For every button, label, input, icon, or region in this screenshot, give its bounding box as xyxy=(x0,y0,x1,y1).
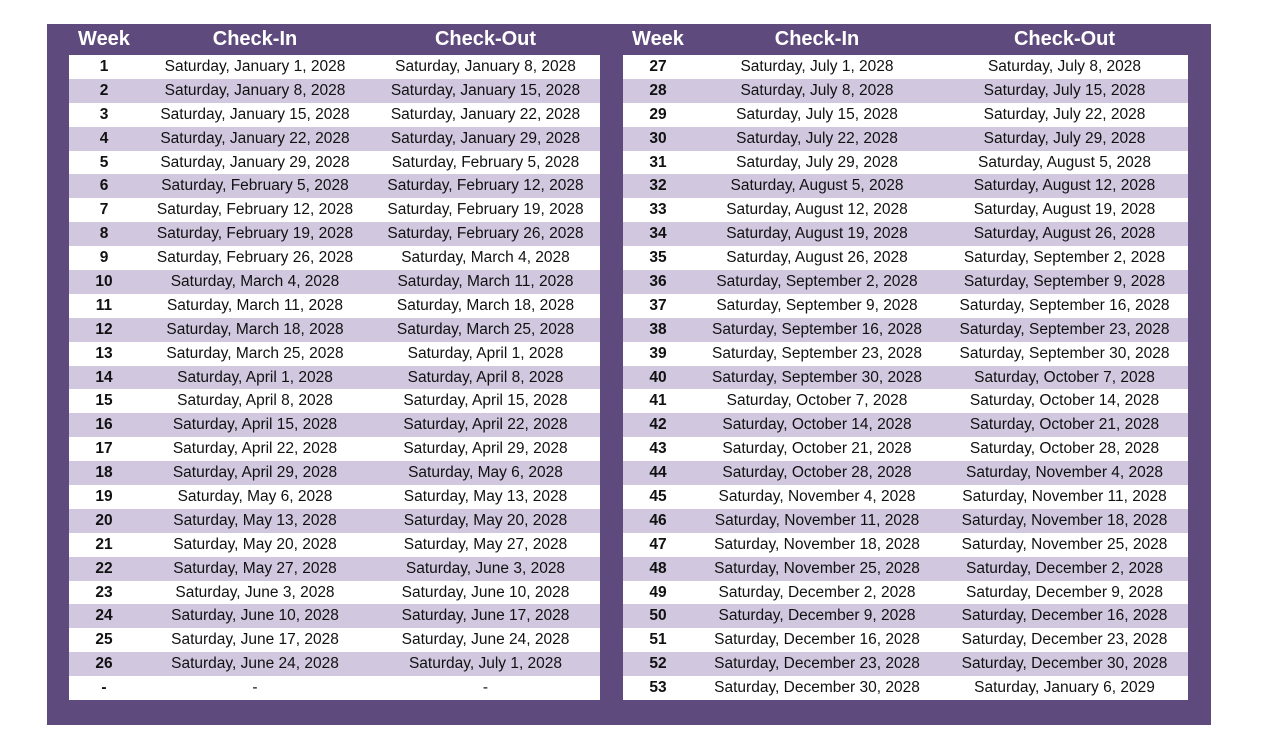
check-out-cell: Saturday, February 26, 2028 xyxy=(387,225,584,243)
week-cell: 47 xyxy=(649,535,667,553)
table-row xyxy=(623,437,1188,461)
table-row xyxy=(623,413,1188,437)
check-in-cell: Saturday, July 15, 2028 xyxy=(736,105,898,123)
check-in-cell: Saturday, September 2, 2028 xyxy=(716,272,918,290)
header-week: Week xyxy=(632,28,684,50)
week-cell: 31 xyxy=(649,153,667,171)
check-out-cell: Saturday, December 30, 2028 xyxy=(961,655,1168,673)
check-out-cell: - xyxy=(482,679,489,697)
check-in-cell: Saturday, March 25, 2028 xyxy=(166,344,344,362)
check-out-cell: Saturday, April 8, 2028 xyxy=(407,368,564,386)
week-cell: 43 xyxy=(649,440,667,458)
table-row xyxy=(69,198,600,222)
check-in-cell: Saturday, February 5, 2028 xyxy=(161,177,349,195)
check-in-cell: Saturday, March 11, 2028 xyxy=(166,296,344,314)
check-in-cell: Saturday, February 26, 2028 xyxy=(156,249,354,267)
week-cell: 4 xyxy=(99,129,109,147)
check-in-cell: Saturday, January 29, 2028 xyxy=(160,153,350,171)
week-cell: 14 xyxy=(95,368,113,386)
check-in-cell: Saturday, August 26, 2028 xyxy=(726,249,908,267)
week-cell: 38 xyxy=(649,320,667,338)
table-row xyxy=(69,127,600,151)
check-out-cell: Saturday, July 22, 2028 xyxy=(983,105,1146,123)
table-row xyxy=(69,509,600,533)
check-in-cell: Saturday, July 22, 2028 xyxy=(736,129,898,147)
check-in-cell: Saturday, April 29, 2028 xyxy=(172,464,338,482)
table-row xyxy=(69,79,600,103)
check-out-cell: Saturday, October 7, 2028 xyxy=(974,368,1155,386)
check-out-cell: Saturday, September 2, 2028 xyxy=(963,249,1166,267)
check-out-cell: Saturday, August 19, 2028 xyxy=(973,201,1156,219)
check-out-cell: Saturday, March 25, 2028 xyxy=(396,320,575,338)
table-row xyxy=(623,222,1188,246)
table-row xyxy=(69,294,600,318)
table-row xyxy=(69,318,600,342)
table-row xyxy=(623,509,1188,533)
table-row xyxy=(623,127,1188,151)
check-out-cell: Saturday, December 16, 2028 xyxy=(961,607,1168,625)
check-out-cell: Saturday, September 30, 2028 xyxy=(959,344,1170,362)
check-out-cell: Saturday, April 15, 2028 xyxy=(403,392,568,410)
header-week: Week xyxy=(78,28,130,50)
check-out-cell: Saturday, February 5, 2028 xyxy=(391,153,580,171)
check-in-cell: Saturday, December 16, 2028 xyxy=(714,631,920,649)
check-out-cell: Saturday, July 1, 2028 xyxy=(408,655,563,673)
check-out-cell: Saturday, June 17, 2028 xyxy=(401,607,570,625)
week-cell: 26 xyxy=(95,655,113,673)
table-row xyxy=(69,533,600,557)
check-out-cell: Saturday, January 6, 2029 xyxy=(974,679,1155,697)
week-cell: 21 xyxy=(95,535,113,553)
table-row xyxy=(69,676,600,700)
check-in-cell: Saturday, September 16, 2028 xyxy=(712,320,922,338)
check-out-cell: Saturday, June 24, 2028 xyxy=(401,631,570,649)
check-out-cell: Saturday, March 4, 2028 xyxy=(401,249,570,267)
check-out-cell: Saturday, November 4, 2028 xyxy=(965,464,1164,482)
week-cell: 11 xyxy=(95,296,113,314)
table-row xyxy=(623,103,1188,127)
check-in-cell: Saturday, April 8, 2028 xyxy=(177,392,333,410)
table-row xyxy=(69,628,600,652)
check-in-cell: Saturday, December 9, 2028 xyxy=(718,607,916,625)
check-out-cell: Saturday, September 16, 2028 xyxy=(959,296,1170,314)
week-cell: 9 xyxy=(99,249,109,267)
check-in-cell: - xyxy=(252,679,258,697)
week-cell: 19 xyxy=(95,487,113,505)
week-cell: 44 xyxy=(649,464,667,482)
table-row xyxy=(69,270,600,294)
week-cell: 18 xyxy=(95,464,113,482)
check-in-cell: Saturday, July 29, 2028 xyxy=(736,153,898,171)
check-in-cell: Saturday, October 28, 2028 xyxy=(722,464,912,482)
check-in-cell: Saturday, May 27, 2028 xyxy=(173,559,337,577)
check-out-cell: Saturday, March 11, 2028 xyxy=(397,272,574,290)
table-row xyxy=(69,437,600,461)
week-cell: 50 xyxy=(649,607,667,625)
table-row xyxy=(69,366,600,390)
check-out-cell: Saturday, November 18, 2028 xyxy=(961,511,1168,529)
check-out-cell: Saturday, May 27, 2028 xyxy=(403,535,568,553)
week-cell: 34 xyxy=(649,225,667,243)
table-row xyxy=(623,604,1188,628)
check-in-cell: Saturday, October 14, 2028 xyxy=(722,416,912,434)
weeks-table-first-half xyxy=(69,28,600,700)
table-row xyxy=(623,461,1188,485)
week-cell: 53 xyxy=(649,679,667,697)
week-cell: 12 xyxy=(95,320,113,338)
header-check-in: Check-In xyxy=(212,28,298,50)
weeks-table-second-half xyxy=(623,28,1188,700)
check-in-cell: Saturday, September 9, 2028 xyxy=(716,296,918,314)
check-out-cell: Saturday, November 25, 2028 xyxy=(961,535,1168,553)
table-row xyxy=(623,342,1188,366)
check-out-cell: Saturday, May 6, 2028 xyxy=(408,464,563,482)
table-row xyxy=(623,198,1188,222)
week-cell: 5 xyxy=(99,153,109,171)
header-check-out: Check-Out xyxy=(1013,28,1116,50)
check-out-cell: Saturday, December 23, 2028 xyxy=(961,631,1168,649)
check-in-cell: Saturday, October 7, 2028 xyxy=(726,392,908,410)
check-in-cell: Saturday, April 1, 2028 xyxy=(177,368,333,386)
check-out-cell: Saturday, August 12, 2028 xyxy=(973,177,1156,195)
week-cell: 16 xyxy=(95,416,113,434)
table-row xyxy=(623,55,1188,79)
table-row xyxy=(623,533,1188,557)
check-in-cell: Saturday, September 23, 2028 xyxy=(712,344,922,362)
table-row xyxy=(69,342,600,366)
header-check-in: Check-In xyxy=(774,28,860,50)
table-row xyxy=(69,103,600,127)
check-out-cell: Saturday, October 21, 2028 xyxy=(969,416,1160,434)
table-row xyxy=(69,652,600,676)
table-row xyxy=(623,557,1188,581)
table-row xyxy=(69,55,600,79)
week-cell: 22 xyxy=(95,559,113,577)
table-row xyxy=(623,652,1188,676)
week-cell: 25 xyxy=(95,631,113,649)
check-in-cell: Saturday, May 20, 2028 xyxy=(173,535,337,553)
week-cell: 2 xyxy=(99,81,109,99)
table-row xyxy=(623,294,1188,318)
calendar-frame xyxy=(47,24,1211,725)
week-cell: 35 xyxy=(649,249,667,267)
week-cell: 46 xyxy=(649,511,667,529)
week-cell: 33 xyxy=(649,201,667,219)
week-cell: 29 xyxy=(649,105,667,123)
check-in-cell: Saturday, September 30, 2028 xyxy=(712,368,922,386)
week-cell: 23 xyxy=(95,583,113,601)
check-out-cell: Saturday, November 11, 2028 xyxy=(962,487,1167,505)
check-in-cell: Saturday, January 15, 2028 xyxy=(160,105,350,123)
week-cell: - xyxy=(101,679,107,697)
check-out-cell: Saturday, May 13, 2028 xyxy=(403,487,568,505)
check-out-cell: Saturday, June 10, 2028 xyxy=(401,583,570,601)
check-in-cell: Saturday, December 30, 2028 xyxy=(714,679,920,697)
week-cell: 49 xyxy=(649,583,667,601)
table-row xyxy=(623,676,1188,700)
table-row xyxy=(623,151,1188,175)
check-out-cell: Saturday, January 22, 2028 xyxy=(390,105,581,123)
week-cell: 3 xyxy=(99,105,109,123)
header-check-out: Check-Out xyxy=(434,28,537,50)
check-in-cell: Saturday, November 25, 2028 xyxy=(714,559,920,577)
check-out-cell: Saturday, September 23, 2028 xyxy=(959,320,1170,338)
week-cell: 13 xyxy=(95,344,113,362)
table-header-first-half xyxy=(69,24,600,55)
check-in-cell: Saturday, January 8, 2028 xyxy=(164,81,346,99)
check-out-cell: Saturday, August 26, 2028 xyxy=(973,225,1156,243)
table-row xyxy=(69,485,600,509)
check-in-cell: Saturday, October 21, 2028 xyxy=(722,440,912,458)
check-out-cell: Saturday, February 19, 2028 xyxy=(387,201,584,219)
check-in-cell: Saturday, November 11, 2028 xyxy=(714,511,920,529)
table-row xyxy=(69,151,600,175)
check-in-cell: Saturday, June 17, 2028 xyxy=(171,631,339,649)
table-row xyxy=(623,79,1188,103)
table-row xyxy=(623,174,1188,198)
week-cell: 32 xyxy=(649,177,667,195)
table-row xyxy=(623,366,1188,390)
check-out-cell: Saturday, May 20, 2028 xyxy=(403,511,568,529)
check-in-cell: Saturday, June 3, 2028 xyxy=(175,583,335,601)
table-body-second-half xyxy=(623,55,1188,700)
table-header-second-half xyxy=(623,24,1188,55)
week-cell: 1 xyxy=(99,57,109,75)
week-cell: 27 xyxy=(649,57,667,75)
table-row xyxy=(69,557,600,581)
table-body-first-half xyxy=(69,55,600,700)
check-out-cell: Saturday, February 12, 2028 xyxy=(387,177,584,195)
check-out-cell: Saturday, September 9, 2028 xyxy=(963,272,1166,290)
check-out-cell: Saturday, December 2, 2028 xyxy=(965,559,1164,577)
week-cell: 7 xyxy=(99,201,109,219)
check-in-cell: Saturday, August 19, 2028 xyxy=(726,225,908,243)
week-cell: 39 xyxy=(649,344,667,362)
check-in-cell: Saturday, February 19, 2028 xyxy=(156,225,354,243)
table-row xyxy=(69,581,600,605)
table-row xyxy=(69,413,600,437)
table-row xyxy=(623,581,1188,605)
check-in-cell: Saturday, July 8, 2028 xyxy=(740,81,894,99)
check-in-cell: Saturday, April 22, 2028 xyxy=(172,440,338,458)
check-out-cell: Saturday, January 8, 2028 xyxy=(395,57,576,75)
week-cell: 41 xyxy=(649,392,667,410)
check-in-cell: Saturday, June 24, 2028 xyxy=(171,655,339,673)
week-cell: 36 xyxy=(649,272,667,290)
check-out-cell: Saturday, July 29, 2028 xyxy=(983,129,1146,147)
check-in-cell: Saturday, July 1, 2028 xyxy=(740,57,894,75)
check-out-cell: Saturday, October 14, 2028 xyxy=(969,392,1160,410)
check-in-cell: Saturday, March 18, 2028 xyxy=(166,320,344,338)
table-row xyxy=(623,246,1188,270)
check-in-cell: Saturday, May 6, 2028 xyxy=(177,487,333,505)
week-cell: 51 xyxy=(649,631,667,649)
table-row xyxy=(623,389,1188,413)
check-out-cell: Saturday, August 5, 2028 xyxy=(978,153,1151,171)
check-out-cell: Saturday, December 9, 2028 xyxy=(965,583,1164,601)
check-in-cell: Saturday, May 13, 2028 xyxy=(173,511,337,529)
week-cell: 28 xyxy=(649,81,667,99)
week-cell: 48 xyxy=(649,559,667,577)
check-in-cell: Saturday, January 22, 2028 xyxy=(160,129,350,147)
table-row xyxy=(69,174,600,198)
table-row xyxy=(69,461,600,485)
check-in-cell: Saturday, November 18, 2028 xyxy=(714,535,920,553)
table-row xyxy=(623,485,1188,509)
check-out-cell: Saturday, January 15, 2028 xyxy=(390,81,581,99)
week-cell: 24 xyxy=(95,607,113,625)
week-cell: 40 xyxy=(649,368,667,386)
week-cell: 17 xyxy=(95,440,113,458)
check-out-cell: Saturday, July 8, 2028 xyxy=(987,57,1142,75)
week-cell: 42 xyxy=(649,416,667,434)
table-row xyxy=(69,246,600,270)
check-in-cell: Saturday, April 15, 2028 xyxy=(172,416,338,434)
week-cell: 20 xyxy=(95,511,113,529)
week-cell: 6 xyxy=(99,177,109,195)
week-cell: 45 xyxy=(649,487,667,505)
check-in-cell: Saturday, March 4, 2028 xyxy=(170,272,340,290)
table-row xyxy=(69,389,600,413)
check-in-cell: Saturday, February 12, 2028 xyxy=(156,201,354,219)
table-row xyxy=(623,318,1188,342)
check-out-cell: Saturday, March 18, 2028 xyxy=(396,296,575,314)
week-cell: 10 xyxy=(95,272,113,290)
check-out-cell: Saturday, April 1, 2028 xyxy=(407,344,564,362)
table-row xyxy=(623,270,1188,294)
check-in-cell: Saturday, December 23, 2028 xyxy=(714,655,920,673)
check-out-cell: Saturday, July 15, 2028 xyxy=(983,81,1146,99)
check-out-cell: Saturday, January 29, 2028 xyxy=(390,129,581,147)
check-out-cell: Saturday, April 29, 2028 xyxy=(403,440,568,458)
week-cell: 15 xyxy=(95,392,113,410)
check-out-cell: Saturday, April 22, 2028 xyxy=(403,416,568,434)
table-row xyxy=(69,222,600,246)
table-row xyxy=(69,604,600,628)
week-cell: 37 xyxy=(649,296,667,314)
week-cell: 52 xyxy=(649,655,667,673)
check-in-cell: Saturday, December 2, 2028 xyxy=(718,583,916,601)
check-in-cell: Saturday, January 1, 2028 xyxy=(164,57,346,75)
check-in-cell: Saturday, June 10, 2028 xyxy=(171,607,339,625)
check-out-cell: Saturday, June 3, 2028 xyxy=(405,559,566,577)
check-in-cell: Saturday, August 12, 2028 xyxy=(726,201,908,219)
week-cell: 8 xyxy=(99,225,109,243)
check-in-cell: Saturday, November 4, 2028 xyxy=(718,487,916,505)
check-out-cell: Saturday, October 28, 2028 xyxy=(969,440,1160,458)
table-row xyxy=(623,628,1188,652)
week-cell: 30 xyxy=(649,129,667,147)
check-in-cell: Saturday, August 5, 2028 xyxy=(730,177,904,195)
